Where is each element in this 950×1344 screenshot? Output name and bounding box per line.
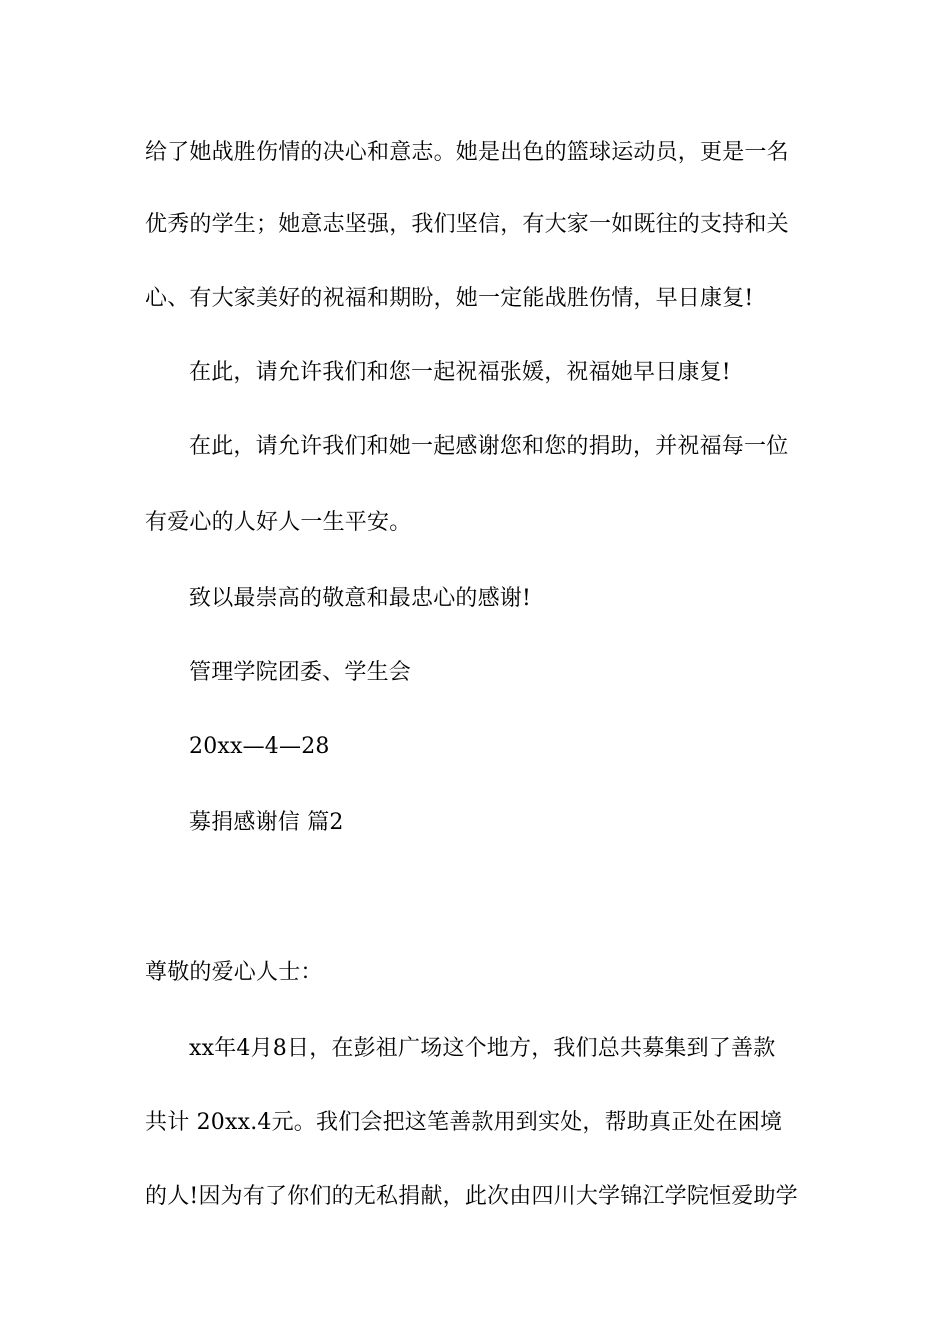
paragraph-line: 在此，请允许我们和您一起祝福张媛，祝福她早日康复! xyxy=(189,360,731,385)
paragraph-line: 心、有大家美好的祝福和期盼，她一定能战胜伤情，早日康复! xyxy=(145,286,754,311)
paragraph-line: 有爱心的人好人一生平安。 xyxy=(145,510,412,535)
date: 20xx—4—28 xyxy=(189,734,330,759)
paragraph-line: 的人!因为有了你们的无私捐献，此次由四川大学锦江学院恒爱助学 xyxy=(145,1184,798,1209)
paragraph-line: xx年4月8日，在彭祖广场这个地方，我们总共募集到了善款 xyxy=(189,1036,776,1061)
closing-line: 致以最崇高的敬意和最忠心的感谢! xyxy=(189,586,532,611)
salutation: 尊敬的爱心人士： xyxy=(145,960,323,985)
paragraph-line: 在此，请允许我们和她一起感谢您和您的捐助，并祝福每一位 xyxy=(189,434,789,459)
signature: 管理学院团委、学生会 xyxy=(189,660,412,685)
paragraph-line: 共计 20xx.4元。我们会把这笔善款用到实处，帮助真正处在困境 xyxy=(145,1110,783,1135)
paragraph-line: 给了她战胜伤情的决心和意志。她是出色的篮球运动员，更是一名 xyxy=(145,140,789,165)
paragraph-line: 优秀的学生；她意志坚强，我们坚信，有大家一如既往的支持和关 xyxy=(145,212,789,237)
section-title: 募捐感谢信 篇2 xyxy=(189,810,344,835)
